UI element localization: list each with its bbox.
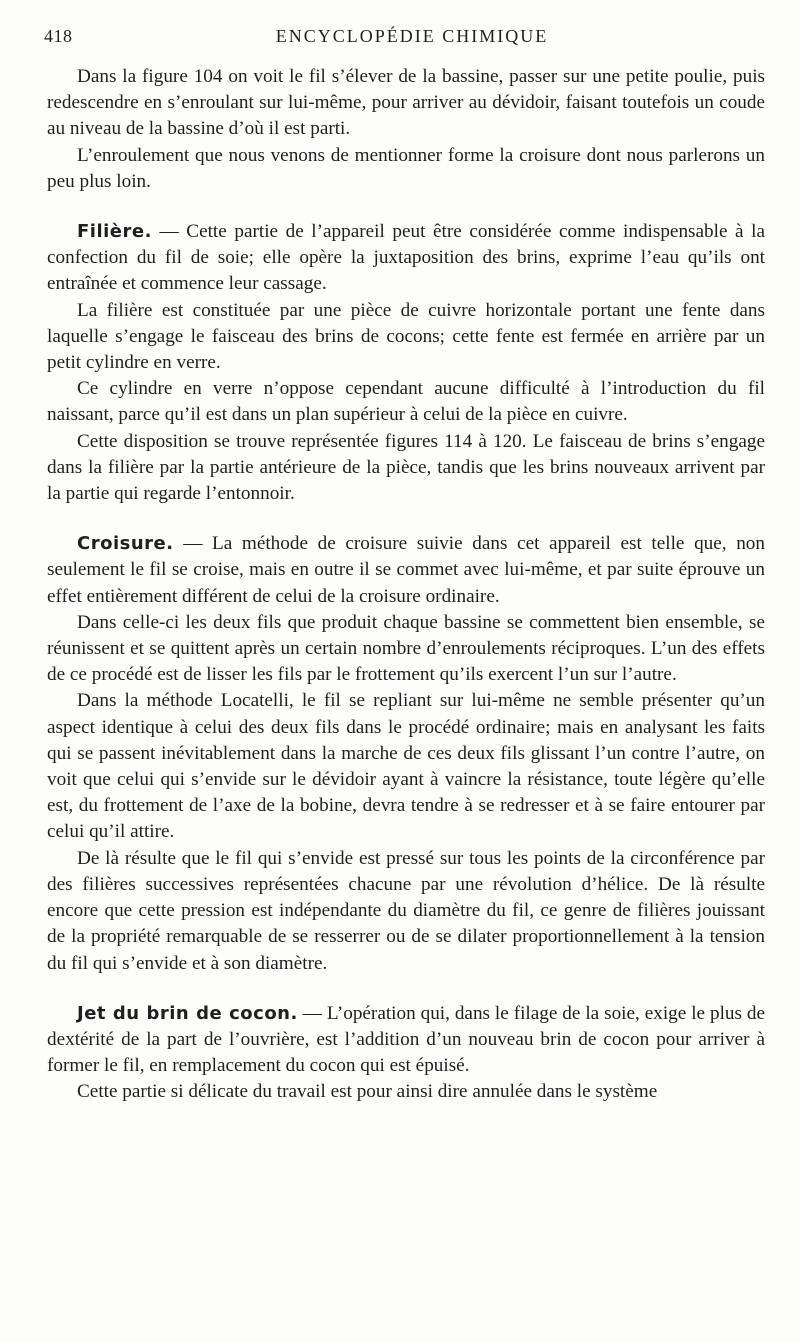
section-title: Filière. <box>77 221 152 243</box>
section-lead-text: — Cette partie de l’appareil peut être considérée comme indispensable à la confection du fil de soie; elle opère la juxtaposition des brins, exprime l’eau qu’ils ont entraînée et commence leur cassage. <box>47 221 765 295</box>
section-jet-du-brin <box>47 1001 765 1106</box>
section-filiere <box>47 219 765 507</box>
paragraph: Cette disposition se trouve représentée figures 114 à 120. Le faisceau de brins s’engage dans la filière par la partie antérieure de la pièce, tandis que les brins nouveaux arrivent par la partie qui regarde l’entonnoir. <box>47 430 765 505</box>
paragraph: De là résulte que le fil qui s’envide est pressé sur tous les points de la circonférence par des filières successives représentées chacune par une révolution d’hélice. De là résulte encore que cette pression est indépendante du diamètre du fil, ce genre de filières jouissant de la propriété remarquable de se resserrer ou de se dilater proportionnellement à la tension du fil qui s’envide et à son diamètre. <box>47 847 765 974</box>
section-croisure <box>47 531 765 976</box>
section-title: Croisure. <box>77 533 174 555</box>
paragraph: L’enroulement que nous venons de mentionner forme la croisure dont nous parlerons un peu plus loin. <box>47 144 765 192</box>
paragraph: Dans la méthode Locatelli, le fil se repliant sur lui-même ne semble présenter qu’un aspect identique à celui des deux fils dans le procédé ordinaire; mais en analysant les faits qui se passent inévitablement dans la marche de ces deux fils glissant l’un contre l’autre, on voit que celui qui s’envide sur le dévidoir ayant à vaincre la résistance, toute légère qu’elle est, du frottement de l’axe de la bobine, devra tendre à se redresser et à se faire entourer par celui qu’il attire. <box>47 690 765 843</box>
page-number: 418 <box>44 26 73 46</box>
page-header <box>44 26 770 52</box>
section-lead-paragraph <box>47 1001 765 1080</box>
paragraph: Cette partie si délicate du travail est pour ainsi dire annulée dans le système <box>77 1081 658 1103</box>
body-text <box>47 64 765 1106</box>
running-head: ENCYCLOPÉDIE CHIMIQUE <box>275 26 549 46</box>
paragraph: Dans la figure 104 on voit le fil s’élever de la bassine, passer sur une petite poulie, puis redescendre en s’enroulant sur lui-même, pour arriver au dévidoir, faisant toutefois un coude au niveau de la bassine d’où il est parti. <box>47 66 765 140</box>
paragraph: La filière est constituée par une pièce de cuivre horizontale portant une fente dans laquelle s’engage le faisceau des brins de cocons; cette fente est fermée en arrière par un petit cylindre en verre. <box>47 299 765 374</box>
section-title: Jet du brin de cocon. <box>77 1002 298 1024</box>
section-lead-paragraph <box>47 531 765 610</box>
paragraph: Ce cylindre en verre n’oppose cependant aucune difficulté à l’introduction du fil naissant, parce qu’il est dans un plan supérieur à celui de la pièce en cuivre. <box>47 378 765 426</box>
section-lead-text: — La méthode de croisure suivie dans cet appareil est telle que, non seulement le fil se croise, mais en outre il se commet avec lui-même, et par suite éprouve un effet entièrement différent de celui de la croisure ordinaire. <box>47 533 765 607</box>
section-lead-paragraph <box>47 219 765 298</box>
paragraph: Dans celle-ci les deux fils que produit chaque bassine se commettent bien ensemble, se réunissent et se quittent après un certain nombre d’enroulements réciproques. L’un des effets de ce procédé est de lisser les fils par le frottement qu’ils exercent l’un sur l’autre. <box>47 611 765 686</box>
section-lead-text: — L’opération qui, dans le filage de la soie, exige le plus de dextérité de la part de l’ouvrière, est l’addition d’un nouveau brin de cocon pour arriver à former le fil, en remplacement du cocon qui est épuisé. <box>47 1002 765 1077</box>
